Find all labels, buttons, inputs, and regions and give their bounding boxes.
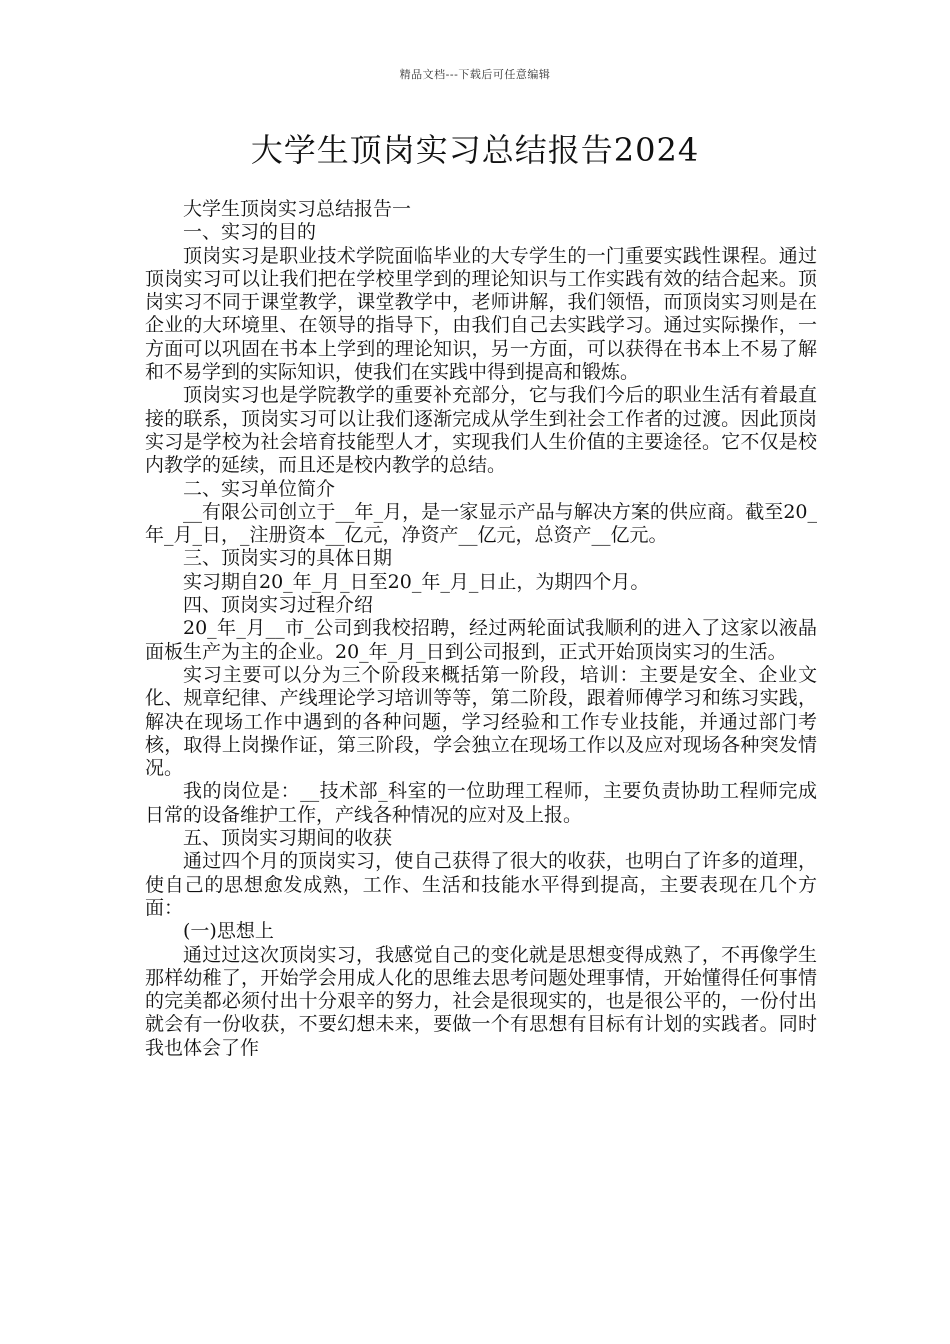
header-note: 精品文档---下载后可任意编辑 (399, 68, 551, 81)
paragraph: 我的岗位是：__技术部_科室的一位助理工程师，主要负责协助工程师完成日常的设备维护工作，产线各种情况的应对及上报。 (145, 780, 817, 826)
section-heading-process: 四、顶岗实习过程介绍 (183, 594, 374, 617)
document-title: 大学生顶岗实习总结报告2024 (250, 131, 700, 169)
paragraph: __有限公司创立于__年_月，是一家显示产品与解决方案的供应商。截至20_年_月_日，_注册资本__亿元，净资产__亿元，总资产__亿元。 (145, 500, 817, 547)
paragraph: 实习主要可以分为三个阶段来概括第一阶段，培训：主要是安全、企业文化、规章纪律、产线理论学习培训等等，第二阶段，跟着师傅学习和练习实践，解决在现场工作中遇到的各种问题，学习经验和工作专业技能，并通过部门考核，取得上岗操作证，第三阶段，学会独立在现场工作以及应对现场各种突发情况。 (145, 663, 817, 780)
paragraph: 顶岗实习也是学院教学的重要补充部分，它与我们今后的职业生活有着最直接的联系，顶岗实习可以让我们逐渐完成从学生到社会工作者的过渡。因此顶岗实习是学校为社会培育技能型人才，实现我们人生价值的主要途径。它不仅是校内教学的延续，而且还是校内教学的总结。 (145, 384, 817, 477)
paragraph: 通过四个月的顶岗实习，使自己获得了很大的收获，也明白了许多的道理，使自己的思想愈发成熟，工作、生活和技能水平得到提高，主要表现在几个方面： (145, 850, 817, 919)
section-heading-gains: 五、顶岗实习期间的收获 (183, 827, 393, 850)
section-heading-company: 二、实习单位简介 (183, 477, 336, 500)
subsection-heading-thought: (一)思想上 (183, 920, 274, 943)
paragraph: 顶岗实习是职业技术学院面临毕业的大专学生的一门重要实践性课程。通过顶岗实习可以让我们把在学校里学到的理论知识与工作实践有效的结合起来。顶岗实习不同于课堂教学，课堂教学中，老师讲解，我们领悟，而顶岗实习则是在企业的大环境里、在领导的指导下，由我们自己去实践学习。通过实际操作，一方面可以巩固在书本上学到的理论知识，另一方面，可以获得在书本上不易了解和不易学到的实际知识，使我们在实践中得到提高和锻炼。 (145, 244, 817, 384)
paragraph: 实习期自20_年_月_日至20_年_月_日止，为期四个月。 (183, 570, 650, 593)
paragraph: 20_年_月__市_公司到我校招聘，经过两轮面试我顺利的进入了这家以液晶面板生产为主的企业。20_年_月_日到公司报到，正式开始顶岗实习的生活。 (145, 617, 817, 663)
document-body (145, 198, 817, 1060)
section-heading-dates: 三、顶岗实习的具体日期 (183, 547, 393, 570)
section-heading-purpose: 一、实习的目的 (183, 221, 317, 244)
paragraph: 通过过这次顶岗实习，我感觉自己的变化就是思想变得成熟了，不再像学生那样幼稚了，开始学会用成人化的思维去思考问题处理事情，开始懂得任何事情的完美都必须付出十分艰辛的努力，社会是很现实的，也是很公平的，一份付出就会有一份收获，不要幻想未来，要做一个有思想有目标有计划的实践者。同时我也体会了作 (145, 943, 817, 1059)
report-subtitle: 大学生顶岗实习总结报告一 (183, 198, 412, 220)
